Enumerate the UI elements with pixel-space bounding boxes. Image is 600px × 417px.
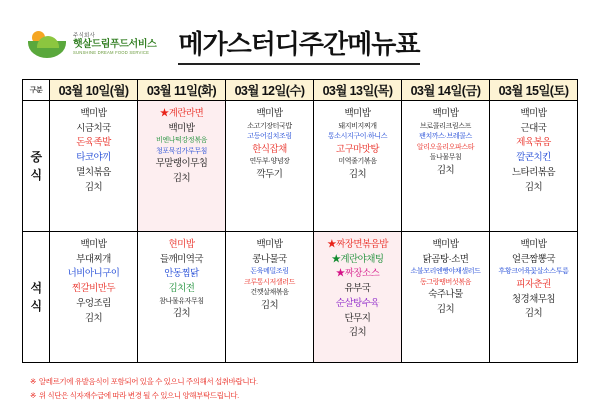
menu-item: 김치 (172, 173, 191, 185)
menu-item: 백미밥 (520, 239, 547, 250)
menu-item: 백미밥 (80, 239, 107, 250)
menu-item: 통소시지구이·하니스 (327, 133, 388, 141)
page-title: 메가스터디주간메뉴표 (178, 24, 419, 65)
menu-item: 돈육족발 (76, 137, 111, 149)
company-prefix: 주식회사 (73, 33, 96, 40)
sun-leaf-logo-icon (26, 28, 68, 62)
weekly-menu-table (22, 79, 578, 363)
menu-item: 피자춘권 (516, 278, 551, 290)
menu-item: 김치 (172, 308, 191, 320)
menu-item: 브로콜리크림스프 (420, 122, 471, 130)
table-row (23, 101, 578, 232)
menu-item: 백미밥 (80, 108, 107, 119)
menu-cell-lunch-wed (226, 101, 314, 232)
day-header-mon: 03월 10일(월) (50, 80, 138, 101)
menu-item: 시금치국 (76, 122, 111, 134)
menu-item: 알리오올리오파스타 (416, 143, 475, 151)
day-header-sat: 03월 15일(토) (490, 80, 578, 101)
menu-item: 얼큰짬뽕국 (511, 253, 556, 265)
menu-item: 우엉조림 (76, 297, 111, 309)
menu-item-special: ★짜장면볶음밥 (327, 239, 388, 250)
menu-item: 돈육메밀조림 (250, 268, 289, 276)
menu-item: 후황크어육꽃살소스투름 (498, 268, 569, 276)
menu-item: 백미밥 (432, 239, 459, 250)
menu-item: 백미밥 (256, 239, 283, 250)
menu-item: 백미밥 (168, 122, 195, 134)
menu-item: 백미밥 (432, 108, 459, 119)
menu-cell-lunch-thu (314, 101, 402, 232)
menu-item: 미역줄기볶음 (338, 158, 377, 166)
menu-item: 팬치까스·브레콜스 (419, 133, 472, 141)
menu-item: 무말랭이무침 (155, 158, 208, 170)
menu-item: 제육볶음 (516, 137, 551, 149)
menu-item: 부대찌개 (76, 253, 111, 265)
menu-cell-lunch-tue (138, 101, 226, 232)
footnote-text: 알레르기에 유발음식이 포함되어 있을 수 있으니 주의해서 섭취바랍니다. (38, 377, 258, 386)
menu-item: 느타리볶음 (511, 166, 556, 178)
menu-item-special: ★짜장소스 (335, 268, 380, 280)
menu-item: 백미밥 (256, 108, 283, 119)
day-header-thu: 03월 13일(목) (314, 80, 402, 101)
footnote-mark: ※ (30, 391, 36, 401)
document-header (0, 0, 600, 71)
menu-cell-lunch-mon (50, 101, 138, 232)
menu-item: 백미밥 (520, 108, 547, 119)
menu-item: 김치 (84, 181, 103, 193)
table-body (23, 101, 578, 363)
menu-item: 단무지 (344, 312, 371, 324)
menu-item: 들깨미역국 (159, 253, 204, 265)
menu-cell-dinner-tue (138, 232, 226, 363)
company-logo (26, 28, 156, 62)
menu-cell-dinner-thu (314, 232, 402, 363)
menu-item: 김치전 (168, 283, 195, 295)
footnote-text: 위 식단은 식자재수급에 따라 변경 될 수 있으니 양해부탁드립니다. (38, 391, 239, 401)
menu-item: 김치 (348, 168, 367, 180)
row-label-lunch: 중 식 (23, 101, 50, 232)
menu-item: 청포묵김가루무침 (156, 147, 207, 155)
menu-item: 안동찜닭 (164, 268, 199, 280)
menu-cell-dinner-fri (402, 232, 490, 363)
table-corner-label: 구분 (23, 80, 50, 101)
menu-item: 김치 (524, 308, 543, 320)
day-header-fri: 03월 14일(금) (402, 80, 490, 101)
table-row (23, 232, 578, 363)
menu-cell-dinner-mon (50, 232, 138, 363)
menu-item: 돌나물무침 (429, 154, 462, 162)
menu-item: 참나물유자무침 (159, 297, 204, 305)
menu-item: 김치 (524, 181, 543, 193)
menu-item: 청경채무침 (511, 293, 556, 305)
menu-item: 유부국 (344, 283, 371, 295)
menu-cell-lunch-fri (402, 101, 490, 232)
menu-item: 백미밥 (344, 108, 371, 119)
company-name: 햇살드림푸드서비스 (73, 39, 157, 51)
menu-item: 돼지비지찌개 (338, 122, 377, 130)
menu-item: 김치 (260, 299, 279, 311)
menu-item: 깔콘치킨 (516, 152, 551, 164)
menu-item: 소고기장터국밥 (247, 122, 292, 130)
day-header-wed: 03월 12일(수) (226, 80, 314, 101)
menu-item: 김치 (84, 312, 103, 324)
menu-cell-lunch-sat (490, 101, 578, 232)
menu-item: 찐갈비만두 (71, 283, 116, 295)
menu-item: 근대국 (520, 122, 547, 134)
menu-item: 김치 (348, 327, 367, 339)
table-header-row (23, 80, 578, 101)
menu-item: 너비아니구이 (67, 268, 120, 280)
menu-item: 김치 (436, 164, 455, 176)
menu-cell-dinner-wed (226, 232, 314, 363)
menu-item: 현미밥 (168, 239, 195, 250)
menu-item: 숙주나물 (428, 289, 463, 301)
menu-item-special: ★계란라면 (159, 108, 204, 119)
menu-item: 비엔나떡강정볶음 (156, 137, 207, 145)
company-logo-text (73, 33, 156, 56)
menu-item: 고구마맛탕 (335, 143, 380, 155)
menu-item: 고등어김치조림 (247, 133, 292, 141)
row-label-dinner: 석 식 (23, 232, 50, 363)
menu-item: 김치 (436, 304, 455, 316)
menu-item: 건깻살채볶음 (250, 289, 289, 297)
footnote-allergy (30, 375, 600, 389)
menu-item: 연두부·양념장 (249, 158, 290, 166)
menu-cell-dinner-sat (490, 232, 578, 363)
menu-item: 멸치볶음 (76, 166, 111, 178)
footnote-mark: ※ (30, 377, 36, 386)
menu-item: 콩나물국 (252, 253, 287, 265)
menu-item: 순살탕수육 (335, 297, 380, 309)
menu-item: 동그랑땡버섯볶음 (420, 278, 471, 286)
footnotes (30, 375, 600, 404)
menu-item: 한식잡채 (252, 143, 287, 155)
menu-item: 닭곰탕·소면 (422, 253, 469, 265)
menu-item: 크루통시저샐러드 (244, 278, 295, 286)
menu-item: 소불모리엔빵야채샐러드 (410, 268, 481, 276)
menu-item: 깍두기 (256, 168, 283, 180)
menu-item: 타코야끼 (76, 152, 111, 164)
company-name-english: SUNSHINE DREAM FOOD SERVICE (73, 49, 150, 55)
footnote-change (30, 389, 600, 403)
day-header-tue: 03월 11일(화) (138, 80, 226, 101)
menu-item-special: ★계란야채팅 (331, 253, 384, 265)
